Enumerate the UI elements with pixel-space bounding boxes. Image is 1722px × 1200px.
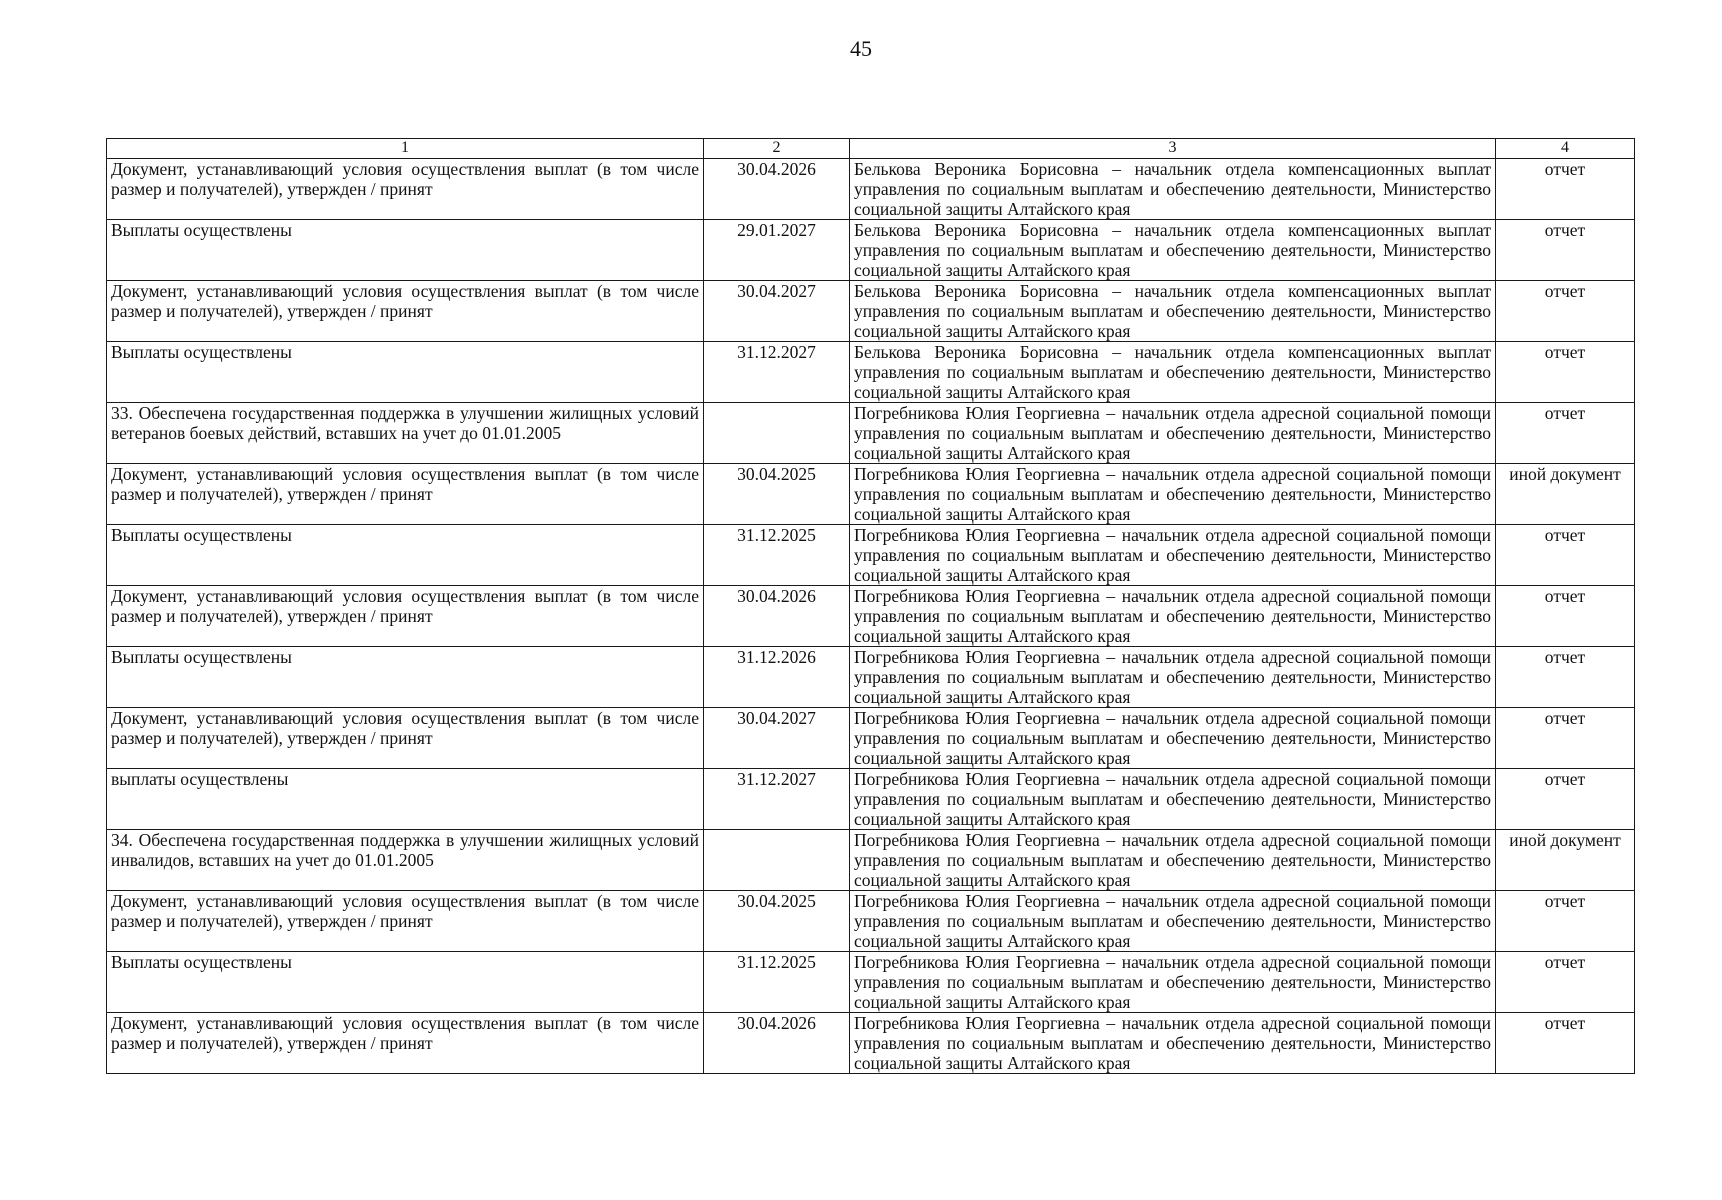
date-cell xyxy=(704,830,850,891)
result-cell: отчет xyxy=(1496,403,1635,464)
event-cell: Документ, устанавливающий условия осуществления выплат (в том числе размер и получателей), утвержден / принят xyxy=(107,586,704,647)
date-cell: 31.12.2025 xyxy=(704,525,850,586)
responsible-cell: Погребникова Юлия Георгиевна – начальник отдела адресной социальной помощи управления по социальным выплатам и обеспечению деятельности, Министерство социальной защиты Алтайского края xyxy=(850,830,1496,891)
table-row xyxy=(107,159,1635,220)
table-row xyxy=(107,647,1635,708)
responsible-cell: Белькова Вероника Борисовна – начальник отдела компенсационных выплат управления по социальным выплатам и обеспечению деятельности, Министерство социальной защиты Алтайского края xyxy=(850,159,1496,220)
table-row xyxy=(107,525,1635,586)
table-row xyxy=(107,464,1635,525)
date-cell: 31.12.2025 xyxy=(704,952,850,1013)
event-cell: Выплаты осуществлены xyxy=(107,647,704,708)
result-cell: отчет xyxy=(1496,281,1635,342)
responsible-cell: Погребникова Юлия Георгиевна – начальник отдела адресной социальной помощи управления по социальным выплатам и обеспечению деятельности, Министерство социальной защиты Алтайского края xyxy=(850,1013,1496,1074)
date-cell: 30.04.2027 xyxy=(704,281,850,342)
responsible-cell: Погребникова Юлия Георгиевна – начальник отдела адресной социальной помощи управления по социальным выплатам и обеспечению деятельности, Министерство социальной защиты Алтайского края xyxy=(850,708,1496,769)
event-cell: Выплаты осуществлены xyxy=(107,525,704,586)
event-cell: Документ, устанавливающий условия осуществления выплат (в том числе размер и получателей), утвержден / принят xyxy=(107,281,704,342)
responsible-cell: Белькова Вероника Борисовна – начальник отдела компенсационных выплат управления по социальным выплатам и обеспечению деятельности, Министерство социальной защиты Алтайского края xyxy=(850,220,1496,281)
event-cell: Документ, устанавливающий условия осуществления выплат (в том числе размер и получателей), утвержден / принят xyxy=(107,159,704,220)
responsible-cell: Погребникова Юлия Георгиевна – начальник отдела адресной социальной помощи управления по социальным выплатам и обеспечению деятельности, Министерство социальной защиты Алтайского края xyxy=(850,891,1496,952)
responsible-cell: Погребникова Юлия Георгиевна – начальник отдела адресной социальной помощи управления по социальным выплатам и обеспечению деятельности, Министерство социальной защиты Алтайского края xyxy=(850,952,1496,1013)
date-cell: 30.04.2026 xyxy=(704,159,850,220)
table-row xyxy=(107,281,1635,342)
responsible-cell: Погребникова Юлия Георгиевна – начальник отдела адресной социальной помощи управления по социальным выплатам и обеспечению деятельности, Министерство социальной защиты Алтайского края xyxy=(850,769,1496,830)
column-header-1: 1 xyxy=(107,139,704,159)
table-body xyxy=(107,159,1635,1074)
responsible-cell: Погребникова Юлия Георгиевна – начальник отдела адресной социальной помощи управления по социальным выплатам и обеспечению деятельности, Министерство социальной защиты Алтайского края xyxy=(850,586,1496,647)
result-cell: отчет xyxy=(1496,586,1635,647)
result-cell: отчет xyxy=(1496,647,1635,708)
date-cell: 31.12.2026 xyxy=(704,647,850,708)
table-row xyxy=(107,220,1635,281)
result-cell: отчет xyxy=(1496,708,1635,769)
date-cell: 31.12.2027 xyxy=(704,342,850,403)
event-cell: Документ, устанавливающий условия осуществления выплат (в том числе размер и получателей), утвержден / принят xyxy=(107,891,704,952)
responsible-cell: Белькова Вероника Борисовна – начальник отдела компенсационных выплат управления по социальным выплатам и обеспечению деятельности, Министерство социальной защиты Алтайского края xyxy=(850,342,1496,403)
column-header-2: 2 xyxy=(704,139,850,159)
column-header-4: 4 xyxy=(1496,139,1635,159)
result-cell: отчет xyxy=(1496,1013,1635,1074)
event-cell: Документ, устанавливающий условия осуществления выплат (в том числе размер и получателей), утвержден / принят xyxy=(107,464,704,525)
event-cell: Выплаты осуществлены xyxy=(107,220,704,281)
plan-table xyxy=(106,138,1635,1074)
date-cell: 31.12.2027 xyxy=(704,769,850,830)
event-cell: Документ, устанавливающий условия осуществления выплат (в том числе размер и получателей), утвержден / принят xyxy=(107,708,704,769)
date-cell: 30.04.2027 xyxy=(704,708,850,769)
table-row xyxy=(107,586,1635,647)
result-cell: отчет xyxy=(1496,769,1635,830)
date-cell: 29.01.2027 xyxy=(704,220,850,281)
event-cell: 34. Обеспечена государственная поддержка в улучшении жилищных условий инвалидов, вставших на учет до 01.01.2005 xyxy=(107,830,704,891)
responsible-cell: Погребникова Юлия Георгиевна – начальник отдела адресной социальной помощи управления по социальным выплатам и обеспечению деятельности, Министерство социальной защиты Алтайского края xyxy=(850,464,1496,525)
event-cell: 33. Обеспечена государственная поддержка в улучшении жилищных условий ветеранов боевых действий, вставших на учет до 01.01.2005 xyxy=(107,403,704,464)
responsible-cell: Погребникова Юлия Георгиевна – начальник отдела адресной социальной помощи управления по социальным выплатам и обеспечению деятельности, Министерство социальной защиты Алтайского края xyxy=(850,525,1496,586)
table-row xyxy=(107,891,1635,952)
result-cell: иной документ xyxy=(1496,464,1635,525)
date-cell: 30.04.2025 xyxy=(704,891,850,952)
table-row xyxy=(107,1013,1635,1074)
event-cell: Документ, устанавливающий условия осуществления выплат (в том числе размер и получателей), утвержден / принят xyxy=(107,1013,704,1074)
column-header-3: 3 xyxy=(850,139,1496,159)
table-row xyxy=(107,708,1635,769)
date-cell: 30.04.2026 xyxy=(704,1013,850,1074)
event-cell: Выплаты осуществлены xyxy=(107,952,704,1013)
page-number: 45 xyxy=(850,36,872,61)
event-cell: выплаты осуществлены xyxy=(107,769,704,830)
result-cell: отчет xyxy=(1496,342,1635,403)
responsible-cell: Погребникова Юлия Георгиевна – начальник отдела адресной социальной помощи управления по социальным выплатам и обеспечению деятельности, Министерство социальной защиты Алтайского края xyxy=(850,403,1496,464)
responsible-cell: Белькова Вероника Борисовна – начальник отдела компенсационных выплат управления по социальным выплатам и обеспечению деятельности, Министерство социальной защиты Алтайского края xyxy=(850,281,1496,342)
table-row xyxy=(107,952,1635,1013)
header-row xyxy=(107,139,1635,159)
table-header xyxy=(107,139,1635,159)
table-row xyxy=(107,769,1635,830)
table-row xyxy=(107,830,1635,891)
result-cell: отчет xyxy=(1496,891,1635,952)
result-cell: отчет xyxy=(1496,159,1635,220)
responsible-cell: Погребникова Юлия Георгиевна – начальник отдела адресной социальной помощи управления по социальным выплатам и обеспечению деятельности, Министерство социальной защиты Алтайского края xyxy=(850,647,1496,708)
table-row xyxy=(107,403,1635,464)
result-cell: отчет xyxy=(1496,220,1635,281)
result-cell: иной документ xyxy=(1496,830,1635,891)
result-cell: отчет xyxy=(1496,525,1635,586)
event-cell: Выплаты осуществлены xyxy=(107,342,704,403)
date-cell: 30.04.2025 xyxy=(704,464,850,525)
date-cell xyxy=(704,403,850,464)
result-cell: отчет xyxy=(1496,952,1635,1013)
table-row xyxy=(107,342,1635,403)
date-cell: 30.04.2026 xyxy=(704,586,850,647)
